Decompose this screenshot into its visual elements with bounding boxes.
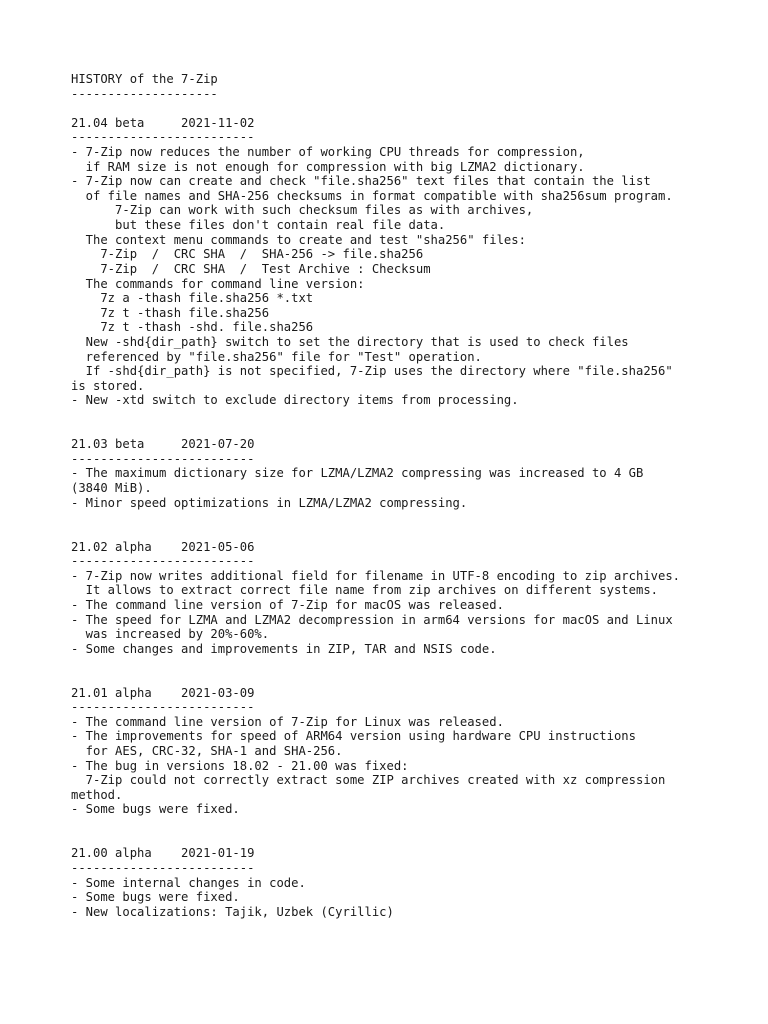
text-line: -------------------- bbox=[71, 86, 218, 101]
text-line: - The command line version of 7-Zip for macOS was released. bbox=[71, 597, 504, 612]
text-line: The context menu commands to create and test "sha256" files: bbox=[71, 232, 526, 247]
text-line bbox=[71, 832, 761, 847]
text-line: - 7-Zip now reduces the number of working CPU threads for compression, bbox=[71, 145, 585, 160]
text-line bbox=[71, 510, 761, 525]
text-line: - 7-Zip now can create and check "file.sha256" text files that contain the list bbox=[71, 174, 651, 189]
text-line: 7-Zip / CRC SHA / Test Archive : Checksum bbox=[71, 261, 431, 276]
text-line: HISTORY of the 7-Zip bbox=[71, 72, 218, 86]
text-line bbox=[71, 408, 761, 423]
text-line bbox=[71, 525, 761, 540]
text-line: method. bbox=[71, 787, 123, 802]
text-line: 21.04 beta 2021-11-02 bbox=[71, 115, 255, 130]
text-line: - The speed for LZMA and LZMA2 decompression in arm64 versions for macOS and Linux bbox=[71, 612, 673, 627]
text-line: - New localizations: Tajik, Uzbek (Cyrillic) bbox=[71, 904, 394, 919]
text-line: ------------------------- bbox=[71, 451, 255, 466]
text-line: ------------------------- bbox=[71, 554, 255, 569]
text-line: for AES, CRC-32, SHA-1 and SHA-256. bbox=[71, 744, 343, 759]
text-line: 7z t -thash -shd. file.sha256 bbox=[71, 320, 314, 335]
text-line: 7-Zip could not correctly extract some ZIP archives created with xz compression bbox=[71, 773, 666, 788]
text-line: - Some changes and improvements in ZIP, TAR and NSIS code. bbox=[71, 641, 497, 656]
text-line: 7-Zip can work with such checksum files as with archives, bbox=[71, 203, 534, 218]
text-line: - 7-Zip now writes additional field for filename in UTF-8 encoding to zip archives. bbox=[71, 568, 681, 583]
text-line: ------------------------- bbox=[71, 130, 255, 145]
text-line: was increased by 20%-60%. bbox=[71, 627, 270, 642]
text-line: 21.01 alpha 2021-03-09 bbox=[71, 685, 255, 700]
text-line: ------------------------- bbox=[71, 860, 255, 875]
text-line bbox=[71, 671, 761, 686]
text-line bbox=[71, 423, 761, 438]
text-line: but these files don't contain real file data. bbox=[71, 218, 446, 233]
text-line: - The bug in versions 18.02 - 21.00 was fixed: bbox=[71, 758, 409, 773]
text-line: referenced by "file.sha256" file for "Test" operation. bbox=[71, 349, 482, 364]
text-line: 21.03 beta 2021-07-20 bbox=[71, 437, 255, 452]
text-line: ------------------------- bbox=[71, 700, 255, 715]
text-line: The commands for command line version: bbox=[71, 276, 365, 291]
history-text-document bbox=[71, 72, 761, 919]
text-line bbox=[71, 101, 761, 116]
text-line bbox=[71, 817, 761, 832]
text-line: - New -xtd switch to exclude directory items from processing. bbox=[71, 393, 519, 408]
text-line: (3840 MiB). bbox=[71, 481, 152, 496]
text-line: 7z t -thash file.sha256 bbox=[71, 305, 270, 320]
text-line: 21.00 alpha 2021-01-19 bbox=[71, 846, 255, 861]
text-line: - Some internal changes in code. bbox=[71, 875, 306, 890]
text-line bbox=[71, 656, 761, 671]
text-line: - Minor speed optimizations in LZMA/LZMA2 compressing. bbox=[71, 495, 468, 510]
text-line: It allows to extract correct file name from zip archives on different systems. bbox=[71, 583, 658, 598]
text-line: If -shd{dir_path} is not specified, 7-Zip uses the directory where "file.sha256" bbox=[71, 364, 673, 379]
text-line: 21.02 alpha 2021-05-06 bbox=[71, 539, 255, 554]
text-line: - The improvements for speed of ARM64 version using hardware CPU instructions bbox=[71, 729, 636, 744]
text-line: 7z a -thash file.sha256 *.txt bbox=[71, 291, 314, 306]
text-line: - Some bugs were fixed. bbox=[71, 890, 240, 905]
text-line: is stored. bbox=[71, 378, 145, 393]
text-line: - The maximum dictionary size for LZMA/LZMA2 compressing was increased to 4 GB bbox=[71, 466, 644, 481]
text-line: if RAM size is not enough for compression with big LZMA2 dictionary. bbox=[71, 159, 585, 174]
text-line: - Some bugs were fixed. bbox=[71, 802, 240, 817]
text-line: New -shd{dir_path} switch to set the directory that is used to check files bbox=[71, 334, 629, 349]
text-line: 7-Zip / CRC SHA / SHA-256 -> file.sha256 bbox=[71, 247, 424, 262]
text-line: of file names and SHA-256 checksums in format compatible with sha256sum program. bbox=[71, 188, 673, 203]
text-line: - The command line version of 7-Zip for Linux was released. bbox=[71, 714, 504, 729]
